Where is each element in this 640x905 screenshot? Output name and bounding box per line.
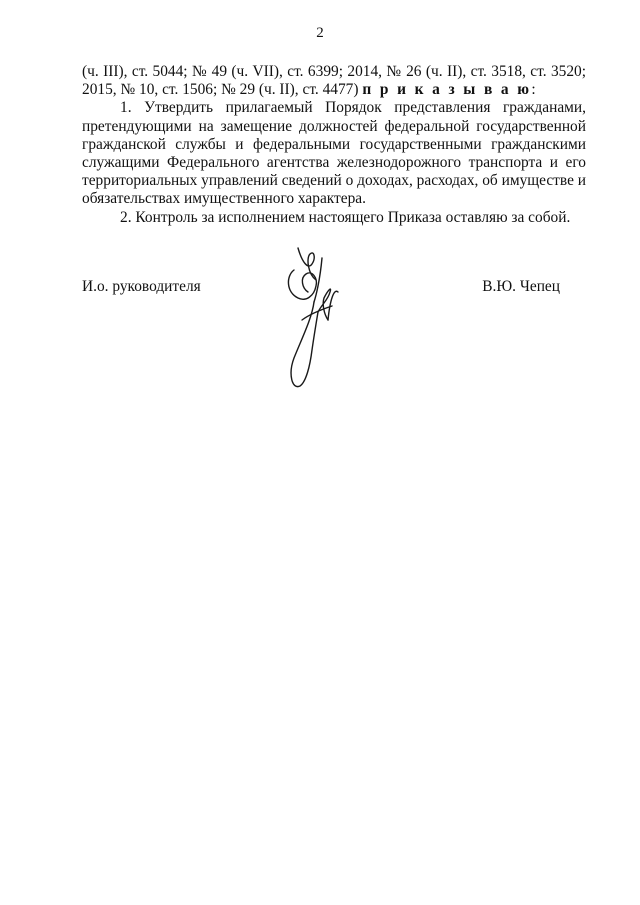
legal-citation: (ч. III), ст. 5044; № 49 (ч. VII), ст. 6399; 2014, № 26 (ч. II), ст. 3518, ст. 3520; 2015, № 10, ст. 1506; № 29 (ч. II), ст. 4477) bbox=[82, 63, 586, 99]
order-colon: : bbox=[531, 81, 536, 99]
signatory-position: И.о. руководителя bbox=[82, 278, 201, 295]
document-body bbox=[82, 63, 586, 227]
page-number: 2 bbox=[316, 25, 324, 41]
order-item-2: 2. Контроль за исполнением настоящего Приказа оставляю за собой. bbox=[120, 208, 571, 226]
order-item-1: 1. Утвердить прилагаемый Порядок представления гражданами, претендующими на замещение должностей федеральной государственной гражданской службы и федеральными государственными гражданскими служащими Федерального агентства железнодорожного транспорта и его территориальных управлений сведений о доходах, расходах, об имуществе и обязательствах имущественного характера. bbox=[82, 99, 586, 208]
order-word: п р и к а з ы в а ю bbox=[362, 81, 532, 99]
handwritten-signature bbox=[272, 240, 352, 400]
signatory-name: В.Ю. Чепец bbox=[482, 278, 560, 295]
intro-paragraph bbox=[82, 63, 586, 99]
